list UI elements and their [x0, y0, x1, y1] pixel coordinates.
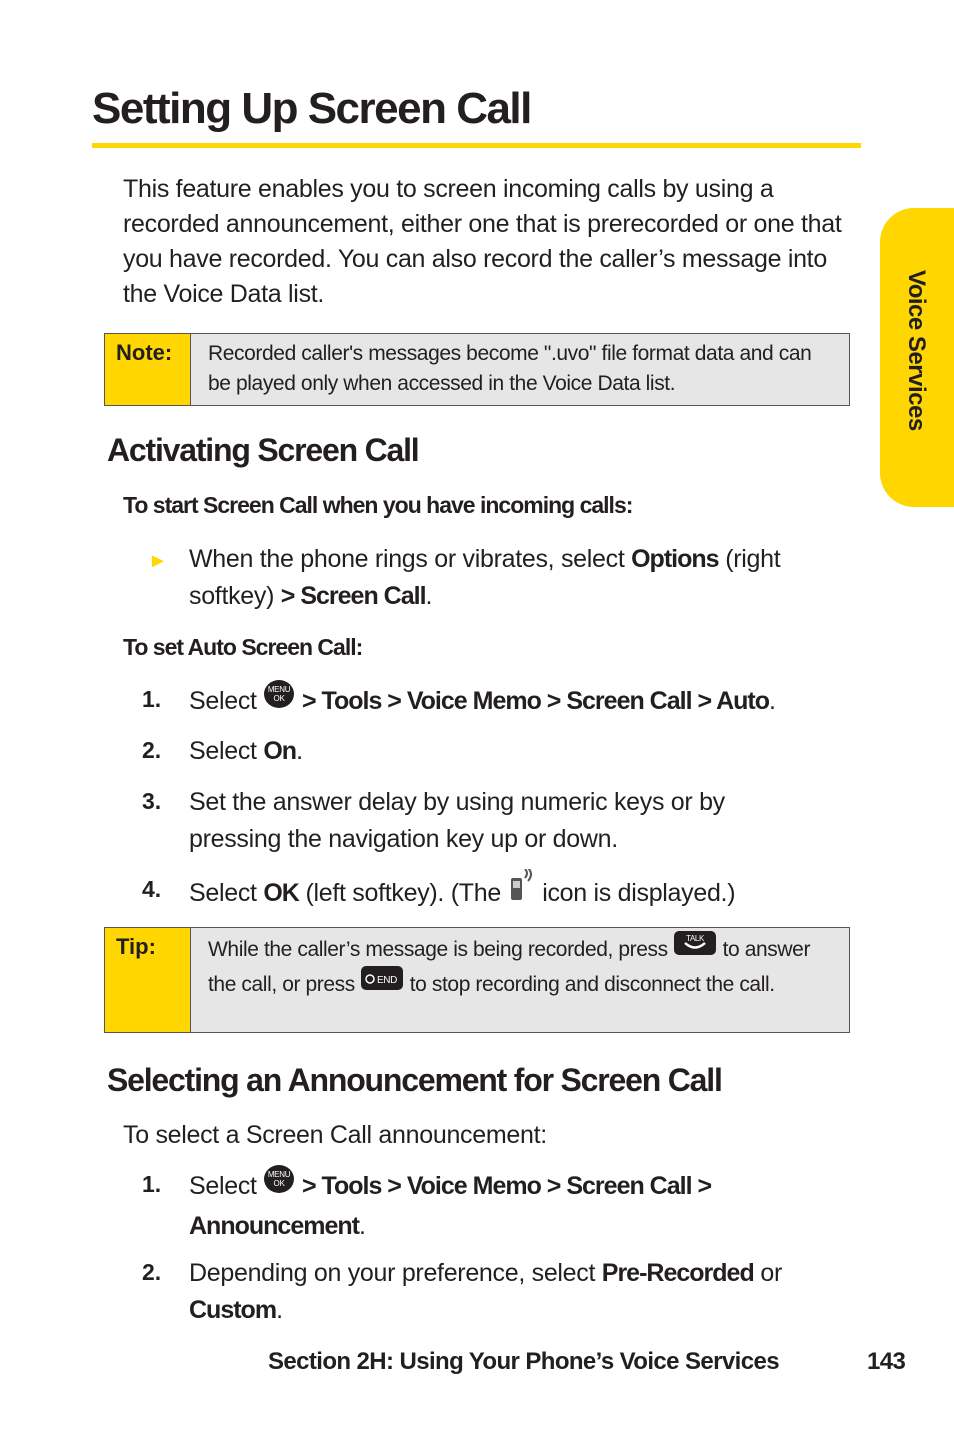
options-label: Options: [631, 545, 719, 573]
screen-call-path: > Screen Call: [280, 582, 426, 610]
side-tab-label: Voice Services: [903, 270, 930, 431]
page-number: 143: [867, 1348, 906, 1375]
talk-key-icon: [673, 930, 717, 965]
svg-text:TALK: TALK: [686, 934, 705, 943]
incoming-subheading: To start Screen Call when you have incoming calls:: [123, 492, 633, 518]
step-item: Select MENU OK > Tools > Voice Memo > Screen Call > Auto.: [189, 682, 849, 723]
section-side-tab: [880, 208, 954, 507]
svg-text:OK: OK: [273, 1179, 285, 1188]
tip-box: [104, 927, 850, 1033]
tip-label: Tip:: [105, 928, 191, 1032]
menu-ok-key-icon: [263, 1164, 295, 1205]
step-number: 3.: [142, 788, 162, 814]
step-number: 2.: [142, 1259, 162, 1285]
step-number: 4.: [142, 876, 162, 902]
svg-text:OK: OK: [273, 694, 285, 703]
title-divider: [92, 143, 861, 148]
step-number: 2.: [142, 737, 162, 763]
step-item: Depending on your preference, select Pre-Recorded or Custom.: [189, 1259, 783, 1324]
note-box: [104, 333, 850, 406]
footer-section-title: Section 2H: Using Your Phone’s Voice Services: [268, 1348, 779, 1375]
note-label: Note:: [105, 334, 191, 405]
intro-paragraph: This feature enables you to screen incoming calls by using a recorded announcement, either one that is prerecorded or one that you have recorded. You can also record the caller’s message into the Voice Data list.: [123, 175, 842, 308]
svg-text:MENU: MENU: [268, 685, 291, 694]
step-number: 1.: [142, 1171, 162, 1197]
bullet-item: When the phone rings or vibrates, select Options (right softkey) > Screen Call.: [189, 545, 781, 610]
step-item: Set the answer delay by using numeric keys or by pressing the navigation key up or down.: [189, 788, 725, 853]
bullet-arrow-icon: ►: [148, 550, 168, 572]
menu-ok-key-icon: [263, 679, 295, 720]
selecting-intro: To select a Screen Call announcement:: [123, 1121, 547, 1149]
tip-text: While the caller’s message is being recorded, press TALK to answer the call, or press END to stop recording and disconnect the call.: [191, 928, 849, 1032]
svg-text:END: END: [377, 975, 398, 986]
svg-text:MENU: MENU: [268, 1170, 291, 1179]
end-key-icon: [360, 965, 404, 1000]
step-item: Select MENU OK > Tools > Voice Memo > Screen Call > Announcement.: [189, 1167, 749, 1245]
page-title: Setting Up Screen Call: [92, 84, 531, 133]
step-item: Select OK (left softkey). (The icon is displayed.): [189, 872, 849, 917]
step-item: Select On.: [189, 737, 303, 765]
auto-subheading: To set Auto Screen Call:: [123, 634, 363, 660]
activating-heading: Activating Screen Call: [107, 432, 419, 468]
note-text: Recorded caller's messages become ".uvo" file format data and can be played only when accessed in the Voice Data list.: [208, 342, 812, 395]
selecting-heading: Selecting an Announcement for Screen Call: [107, 1062, 722, 1098]
screen-call-icon: [508, 869, 536, 914]
step-number: 1.: [142, 686, 162, 712]
